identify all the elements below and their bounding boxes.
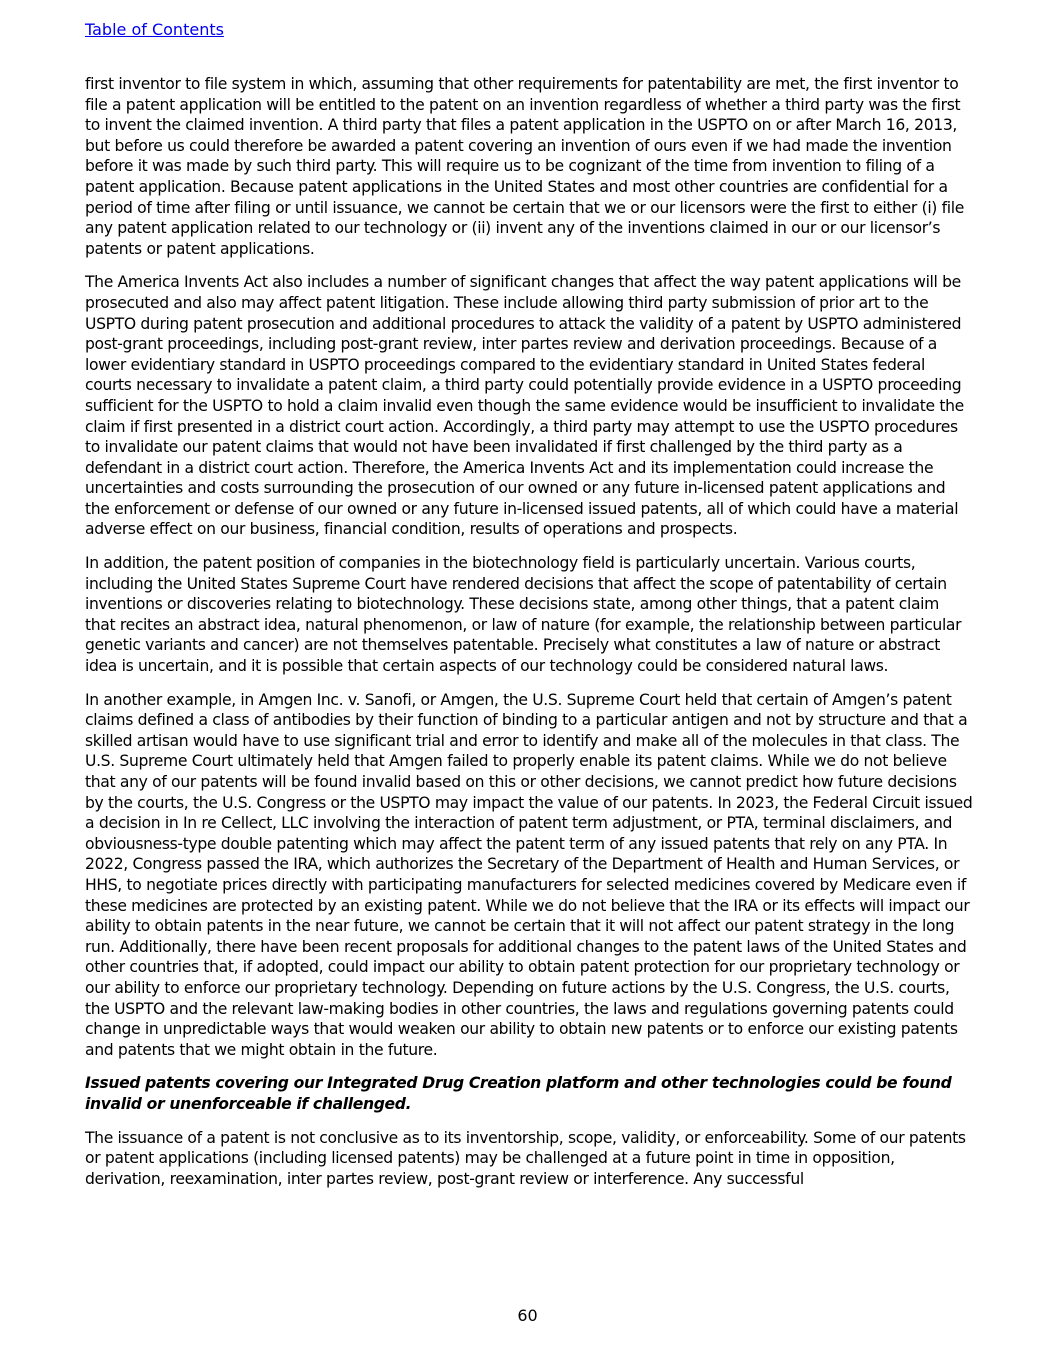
page-number: 60 (517, 1306, 538, 1325)
section-heading: Issued patents covering our Integrated Drug Creation platform and other technologies could be found invalid or unenforceable if challenged. (85, 1074, 952, 1113)
table-of-contents-link[interactable]: Table of Contents (85, 20, 224, 39)
paragraph-america-invents-act: The America Invents Act also includes a number of significant changes that affect the way patent applications will be prosecuted and also may affect patent litigation. These include allowing third party submission of prior art to the USPTO during patent prosecution and additional procedures to attack the validity of a patent by USPTO administered post-grant proceedings, including post-grant review, inter partes review and derivation proceedings. Because of a lower evidentiary standard in USPTO proceedings compared to the evidentiary standard in United States federal courts necessary to invalidate a patent claim, a third party could potentially provide evidence in a USPTO proceeding sufficient for the USPTO to hold a claim invalid even though the same evidence would be insufficient to invalidate the claim if first presented in a district court action. Accordingly, a third party may attempt to use the USPTO procedures to invalidate our patent claims that would not have been invalidated if first challenged by the third party as a defendant in a district court action. Therefore, the America Invents Act and its implementation could increase the uncertainties and costs surrounding the prosecution of our owned or any future in-licensed patent applications and the enforcement or defense of our owned or any future in-licensed issued patents, all of which could have a material adverse effect on our business, financial condition, results of operations and prospects. (85, 273, 964, 539)
paragraph-patent-issuance: The issuance of a patent is not conclusive as to its inventorship, scope, validity, or enforceability. Some of our patents or patent applications (including licensed patents) may be challenged at a future point in time in opposition, derivation, reexamination, inter partes review, post-grant review or interference. Any successful (85, 1128, 966, 1188)
paragraph-amgen-example: In another example, in Amgen Inc. v. Sanofi, or Amgen, the U.S. Supreme Court held that certain of Amgen’s patent claims defined a class of antibodies by their function of binding to a particular antigen and not by structure and that a skilled artisan would have to use significant trial and error to identify and make all of the molecules in that class. The U.S. Supreme Court ultimately held that Amgen failed to properly enable its patent claims. While we do not believe that any of our patents will be found invalid based on this or other decisions, we cannot predict how future decisions by the courts, the U.S. Congress or the USPTO may impact the value of our patents. In 2023, the Federal Circuit issued a decision in In re Cellect, LLC involving the interaction of patent term adjustment, or PTA, terminal disclaimers, and obviousness-type double patenting which may affect the patent term of any issued patents that rely on any PTA. In 2022, Congress passed the IRA, which authorizes the Secretary of the Department of Health and Human Services, or HHS, to negotiate prices directly with participating manufacturers for selected medicines covered by Medicare even if these medicines are protected by an existing patent. While we do not believe that the IRA or its effects will impact our ability to obtain patents in the near future, we cannot be certain that it will not affect our patent strategy in the long run. Additionally, there have been recent proposals for additional changes to the patent laws of the United States and other countries that, if adopted, could impact our ability to obtain patent protection for our proprietary technology or our ability to enforce our proprietary technology. Depending on future actions by the U.S. Congress, the U.S. courts, the USPTO and the relevant law-making bodies in other countries, the laws and regulations governing patents could change in unpredictable ways that would weaken our ability to obtain new patents or to enforce our existing patents and patents that we might obtain in the future. (85, 690, 973, 1059)
paragraph-first-inventor-to-file: first inventor to file system in which, assuming that other requirements for patentability are met, the first inventor to file a patent application will be entitled to the patent on an invention regardless of whether a third party was the first to invent the claimed invention. A third party that files a patent application in the USPTO on or after March 16, 2013, but before us could therefore be awarded a patent covering an invention of ours even if we had made the invention before it was made by such third party. This will require us to be cognizant of the time from invention to filing of a patent application. Because patent applications in the United States and most other countries are confidential for a period of time after filing or until issuance, we cannot be certain that we or our licensors were the first to either (i) file any patent application related to our technology or (ii) invent any of the inventions claimed in our or our licensor’s patents or patent applications. (85, 75, 965, 258)
document-body (85, 74, 973, 1202)
paragraph-biotechnology-patent-position: In addition, the patent position of companies in the biotechnology field is particularly uncertain. Various courts, including the United States Supreme Court have rendered decisions that affect the scope of patentability of certain inventions or discoveries relating to biotechnology. These decisions state, among other things, that a patent claim that recites an abstract idea, natural phenomenon, or law of nature (for example, the relationship between particular genetic variants and cancer) are not themselves patentable. Precisely what constitutes a law of nature or abstract idea is uncertain, and it is possible that certain aspects of our technology could be considered natural laws. (85, 554, 962, 676)
